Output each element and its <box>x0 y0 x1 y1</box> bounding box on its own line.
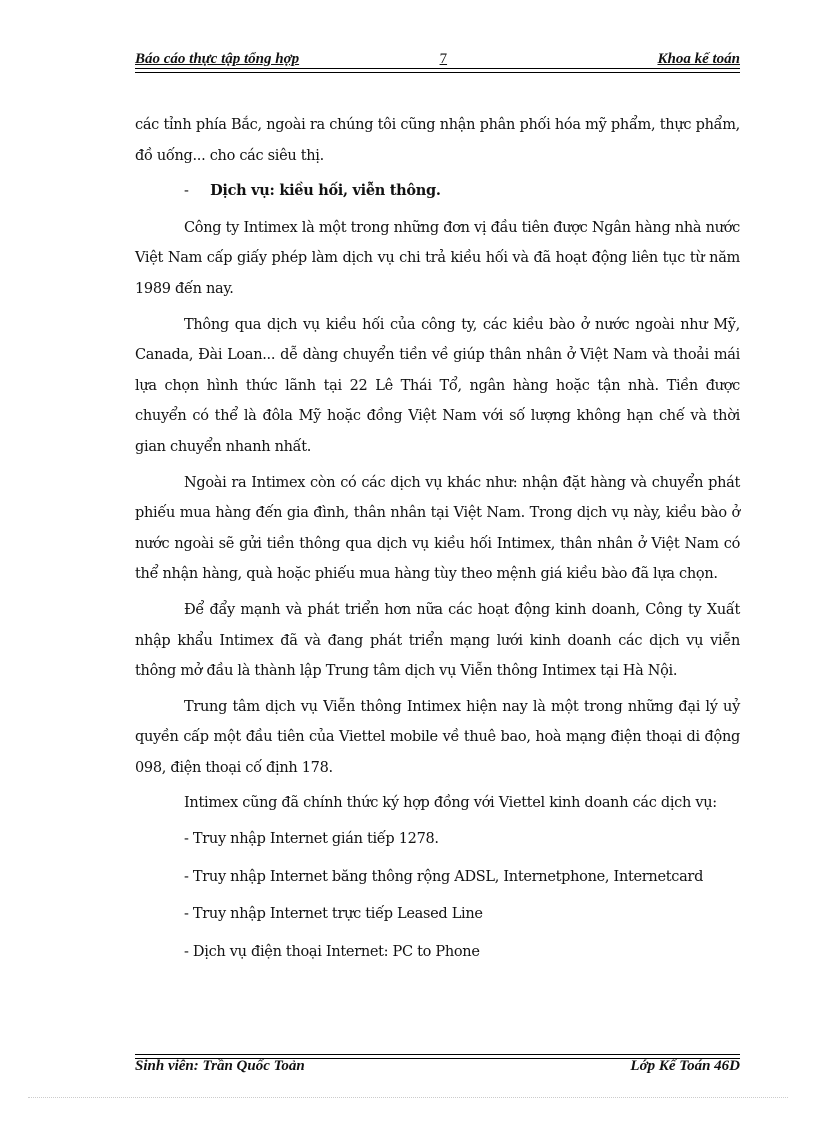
heading-dash: - <box>184 183 189 200</box>
list-item: - Truy nhập Internet gián tiếp 1278. <box>184 831 439 848</box>
footer-student: Sinh viên: Trần Quốc Toản <box>135 1058 305 1074</box>
paragraph-continuation: các tỉnh phía Bắc, ngoài ra chúng tôi cũng nhận phân phối hóa mỹ phẩm, thực phẩm, đồ uống... cho các siêu thị. <box>135 117 740 164</box>
page-header <box>135 48 740 68</box>
header-report-title: Báo cáo thực tập tổng hợp <box>135 51 300 67</box>
list-item: - Truy nhập Internet băng thông rộng ADSL, Internetphone, Internetcard <box>184 868 704 885</box>
header-department: Khoa kế toán <box>657 51 740 67</box>
header-rule <box>135 68 740 73</box>
list-item: - Truy nhập Internet trực tiếp Leased Line <box>184 906 483 923</box>
paragraph-viettel-agent: Trung tâm dịch vụ Viễn thông Intimex hiện nay là một trong những đại lý uỷ quyền cấp một đầu tiên của Viettel mobile về thuê bao, hoà mạng điện thoại di động 098, điện thoại cố định 178. <box>135 698 740 776</box>
list-item: - Dịch vụ điện thoại Internet: PC to Phone <box>184 943 480 960</box>
page-number: 7 <box>439 51 448 67</box>
page-footer <box>135 1058 740 1078</box>
section-heading <box>135 176 740 207</box>
paragraph-license: Công ty Intimex là một trong những đơn vị đầu tiên được Ngân hàng nhà nước Việt Nam cấp giấy phép làm dịch vụ chi trả kiều hối và đã hoạt động liên tục từ năm 1989 đến nay. <box>135 219 740 297</box>
footer-class: Lớp Kế Toán 46D <box>630 1058 740 1074</box>
document-body <box>135 110 740 974</box>
paragraph-remittance: Thông qua dịch vụ kiều hối của công ty, các kiều bào ở nước ngoài như Mỹ, Canada, Đài Loan... dễ dàng chuyển tiền về giúp thân nhân ở Việt Nam và thoải mái lựa chọn hình thức lãnh tại 22 Lê Thái Tổ, ngân hàng hoặc tận nhà. Tiền được chuyển có thể là đôla Mỹ hoặc đồng Việt Nam với số lượng không hạn chế và thời gian chuyển nhanh nhất. <box>135 316 740 455</box>
page-edge-divider <box>28 1097 788 1098</box>
heading-text: Dịch vụ: kiều hối, viễn thông. <box>210 182 441 200</box>
paragraph-contract: Intimex cũng đã chính thức ký hợp đồng với Viettel kinh doanh các dịch vụ: <box>184 795 717 812</box>
paragraph-other-services: Ngoài ra Intimex còn có các dịch vụ khác như: nhận đặt hàng và chuyển phát phiếu mua hàng đến gia đình, thân nhân tại Việt Nam. Trong dịch vụ này, kiều bào ở nước ngoài sẽ gửi tiền thông qua dịch vụ kiều hối Intimex, thân nhân ở Việt Nam có thể nhận hàng, quà hoặc phiếu mua hàng tùy theo mệnh giá kiều bào đã lựa chọn. <box>135 474 740 583</box>
paragraph-telecom-expansion: Để đẩy mạnh và phát triển hơn nữa các hoạt động kinh doanh, Công ty Xuất nhập khẩu Intimex đã và đang phát triển mạng lưới kinh doanh các dịch vụ viễn thông mở đầu là thành lập Trung tâm dịch vụ Viễn thông Intimex tại Hà Nội. <box>135 601 740 680</box>
